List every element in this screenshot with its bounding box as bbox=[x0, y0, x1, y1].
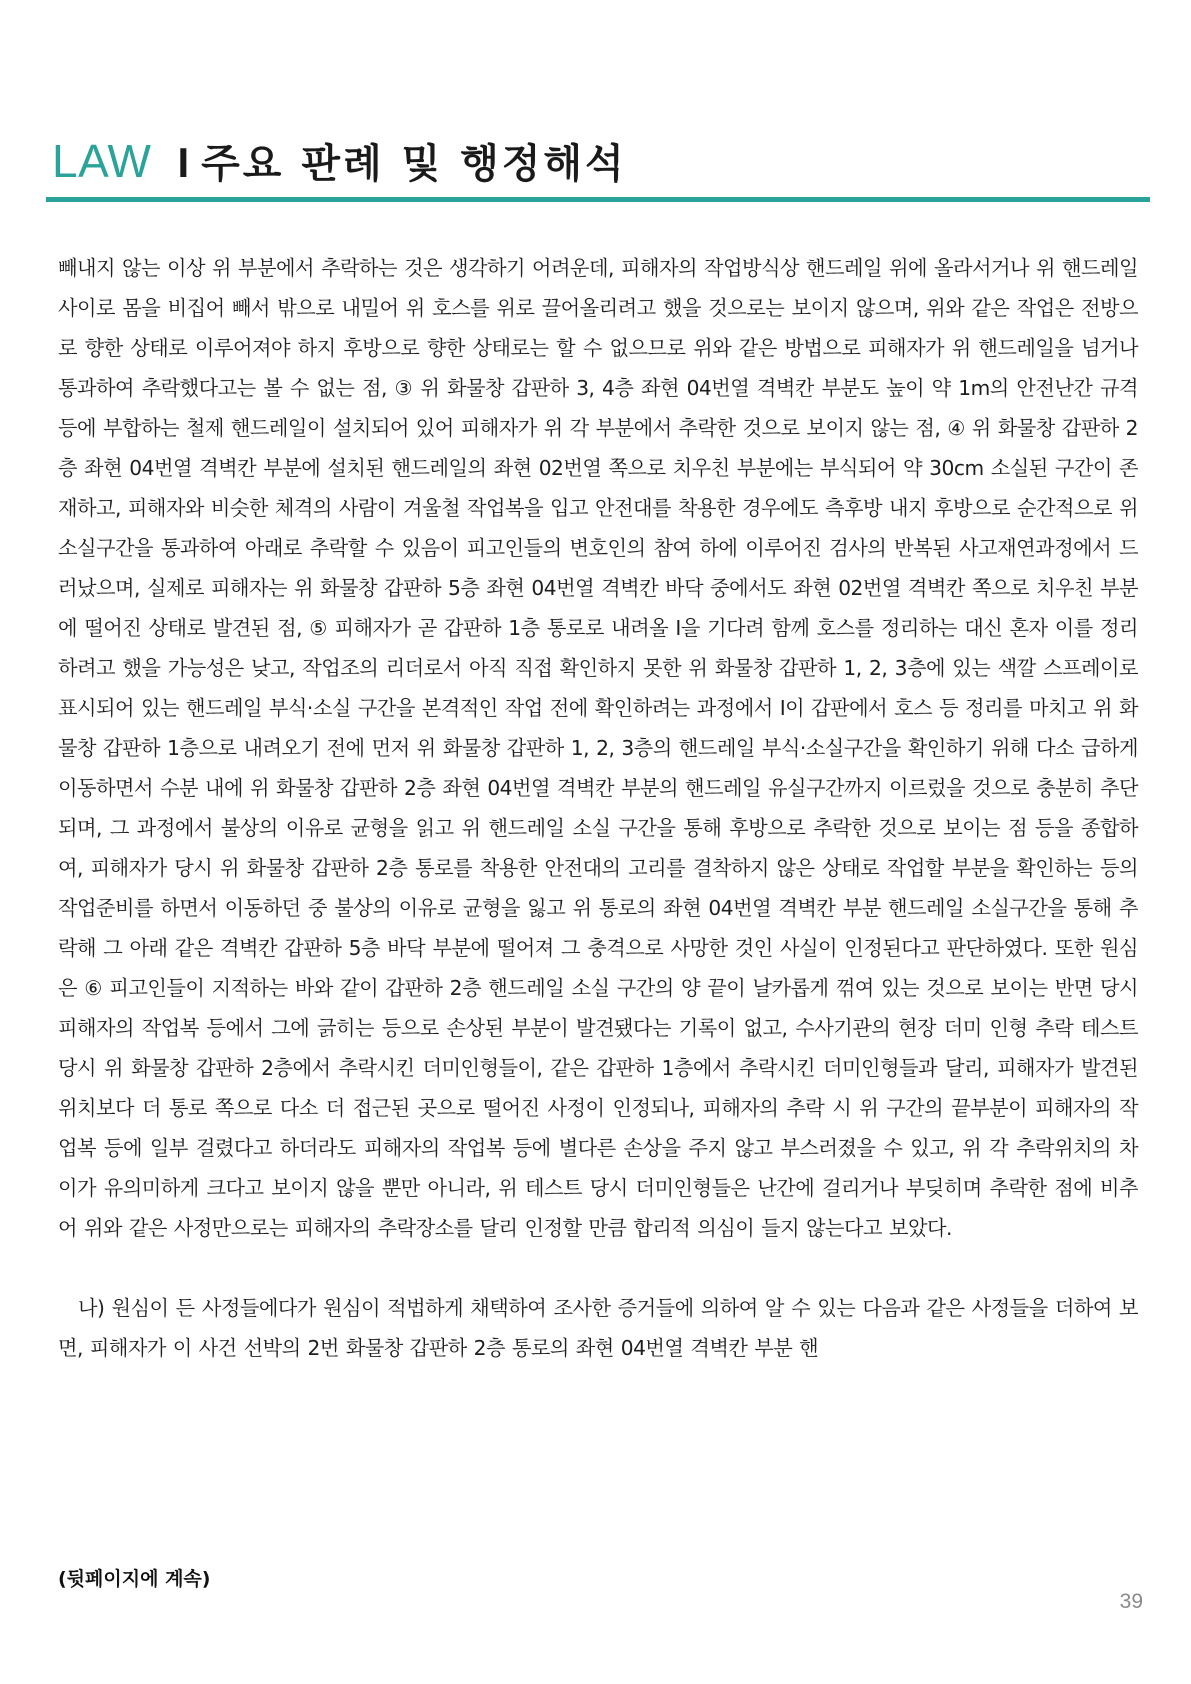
paragraph-2: 나) 원심이 든 사정들에다가 원심이 적법하게 채택하여 조사한 증거들에 의하여 알 수 있는 다음과 같은 사정들을 더하여 보면, 피해자가 이 사건 선박의 2번 화물창 갑판하 2층 통로의 좌현 04번열 격벽칸 부분 핸 bbox=[58, 1296, 1138, 1360]
page-number: 39 bbox=[1119, 1590, 1143, 1613]
body-text bbox=[58, 248, 1138, 1368]
section-header bbox=[52, 132, 1146, 192]
header-separator: I bbox=[177, 139, 190, 186]
page-title: 주요 판례 및 행정해석 bbox=[201, 141, 627, 187]
header-divider bbox=[46, 197, 1150, 202]
paragraph-1: 빼내지 않는 이상 위 부분에서 추락하는 것은 생각하기 어려운데, 피해자의 작업방식상 핸드레일 위에 올라서거나 위 핸드레일 사이로 몸을 비집어 빼서 밖으로 내밀어 위 호스를 위로 끌어올리려고 했을 것으로는 보이지 않으며, 위와 같은 작업은 전방으로 향한 상태로 이루어져야 하지 후방으로 향한 상태로는 할 수 없으므로 위와 같은 방법으로 피해자가 위 핸드레일을 넘거나 통과하여 추락했다고는 볼 수 없는 점, ③ 위 화물창 갑판하 3, 4층 좌현 04번열 격벽칸 부분도 높이 약 1m의 안전난간 규격 등에 부합하는 철제 핸드레일이 설치되어 있어 피해자가 위 각 부분에서 추락한 것으로 보이지 않는 점, ④ 위 화물창 갑판하 2층 좌현 04번열 격벽칸 부분에 설치된 핸드레일의 좌현 02번열 쪽으로 치우친 부분에는 부식되어 약 30cm 소실된 구간이 존재하고, 피해자와 비슷한 체격의 사람이 겨울철 작업복을 입고 안전대를 착용한 경우에도 측후방 내지 후방으로 순간적으로 위 소실구간을 통과하여 아래로 추락할 수 있음이 피고인들의 변호인의 참여 하에 이루어진 검사의 반복된 사고재연과정에서 드러났으며, 실제로 피해자는 위 화물창 갑판하 5층 좌현 04번열 격벽칸 바닥 중에서도 좌현 02번열 격벽칸 쪽으로 치우친 부분에 떨어진 상태로 발견된 점, ⑤ 피해자가 곧 갑판하 1층 통로로 내려올 I을 기다려 함께 호스를 정리하는 대신 혼자 이를 정리하려고 했을 가능성은 낮고, 작업조의 리더로서 아직 직접 확인하지 못한 위 화물창 갑판하 1, 2, 3층에 있는 색깔 스프레이로 표시되어 있는 핸드레일 부식·소실 구간을 본격적인 작업 전에 확인하려는 과정에서 I이 갑판에서 호스 등 정리를 마치고 위 화물창 갑판하 1층으로 내려오기 전에 먼저 위 화물창 갑판하 1, 2, 3층의 핸드레일 부식·소실구간을 확인하기 위해 다소 급하게 이동하면서 수분 내에 위 화물창 갑판하 2층 좌현 04번열 격벽칸 부분의 핸드레일 유실구간까지 이르렀을 것으로 충분히 추단되며, 그 과정에서 불상의 이유로 균형을 읽고 위 핸드레일 소실 구간을 통해 후방으로 추락한 것으로 보이는 점 등을 종합하여, 피해자가 당시 위 화물창 갑판하 2층 통로를 착용한 안전대의 고리를 결착하지 않은 상태로 작업할 부분을 확인하는 등의 작업준비를 하면서 이동하던 중 불상의 이유로 균형을 잃고 위 통로의 좌현 04번열 격벽칸 부분 핸드레일 소실구간을 통해 추락해 그 아래 같은 격벽칸 갑판하 5층 바닥 부분에 떨어져 그 충격으로 사망한 것인 사실이 인정된다고 판단하였다. 또한 원심은 ⑥ 피고인들이 지적하는 바와 같이 갑판하 2층 핸드레일 소실 구간의 양 끝이 날카롭게 꺾여 있는 것으로 보이는 반면 당시 피해자의 작업복 등에서 그에 긁히는 등으로 손상된 부분이 발견됐다는 기록이 없고, 수사기관의 현장 더미 인형 추락 테스트 당시 위 화물창 갑판하 2층에서 추락시킨 더미인형들이, 같은 갑판하 1층에서 추락시킨 더미인형들과 달리, 피해자가 발견된 위치보다 더 통로 쪽으로 다소 더 접근된 곳으로 떨어진 사정이 인정되나, 피해자의 추락 시 위 구간의 끝부분이 피해자의 작업복 등에 일부 걸렸다고 하더라도 피해자의 작업복 등에 별다른 손상을 주지 않고 부스러졌을 수 있고, 위 각 추락위치의 차이가 유의미하게 크다고 보이지 않을 뿐만 아니라, 위 테스트 당시 더미인형들은 난간에 걸리거나 부딪히며 추락한 점에 비추어 위와 같은 사정만으로는 피해자의 추락장소를 달리 인정할 만큼 합리적 의심이 들지 않는다고 보았다. bbox=[58, 256, 1138, 1240]
continued-note: (뒷페이지에 계속) bbox=[58, 1568, 211, 1590]
section-label: LAW bbox=[52, 135, 152, 187]
